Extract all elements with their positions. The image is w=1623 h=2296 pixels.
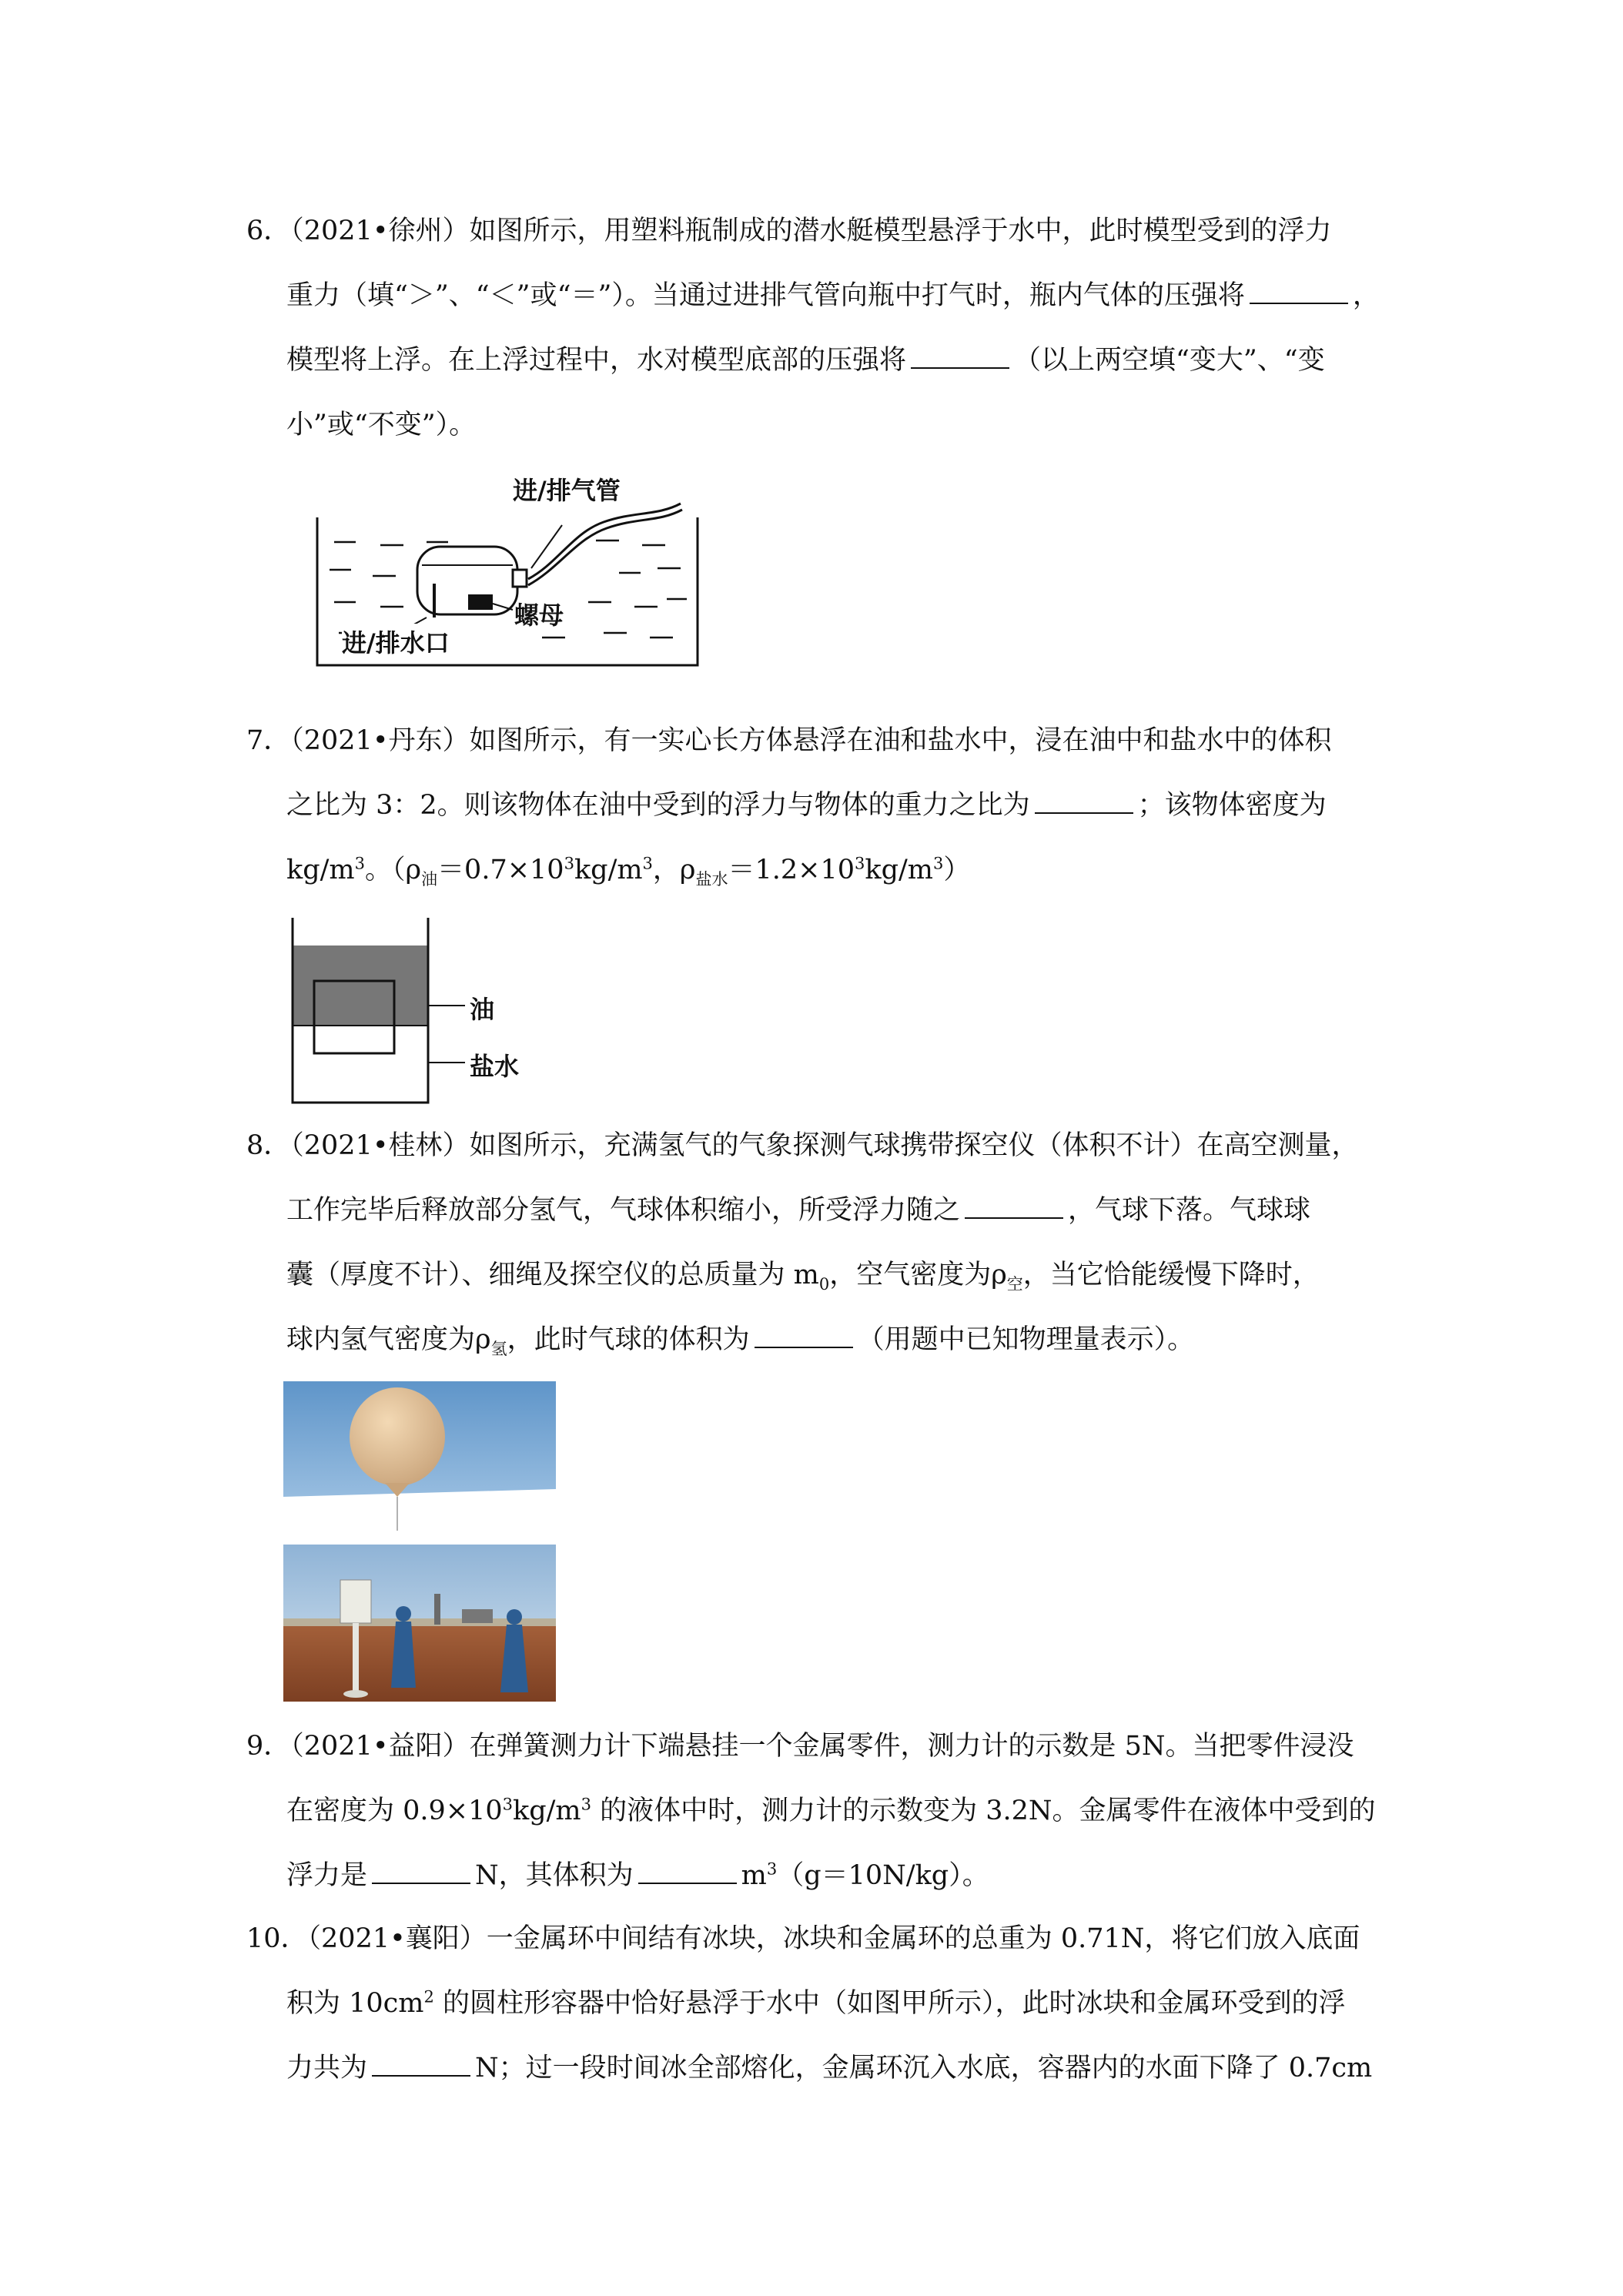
q10-line-1: 10．（2021•襄阳）一金属环中间结有冰块，冰块和金属环的总重为 0.71N，将它们放入底面	[246, 1923, 1360, 1954]
q7-line-2: 之比为 3：2。则该物体在油中受到的浮力与物体的重力之比为 ；该物体密度为	[286, 790, 1327, 821]
q8-line-2: 工作完毕后释放部分氢气，气球体积缩小，所受浮力随之 ，气球下落。气球球	[286, 1195, 1311, 1226]
oil-brine-diagram	[286, 913, 533, 1109]
q6-line-2: 重力（填“＞”、“＜”或“＝”）。当通过进排气管向瓶中打气时，瓶内气体的压强将 ，	[286, 280, 1380, 311]
balloon-photo-image	[283, 1381, 556, 1531]
q6-line-4: 小”或“不变”）。	[286, 410, 477, 440]
answer-blank[interactable]	[372, 2052, 470, 2077]
q9-line-2: 在密度为 $0.9\times 10^3kg/m^3$ 的液体中时，测力计的示数变为 3.2N。金属零件在液体中受到的	[286, 1795, 1376, 1826]
q8-line-1: 8．（2021•桂林）如图所示，充满氢气的气象探测气球携带探空仪（体积不计）在高空测量，	[246, 1130, 1359, 1161]
answer-blank[interactable]	[638, 1859, 737, 1884]
answer-blank[interactable]	[1250, 279, 1348, 304]
question-9	[246, 1714, 1386, 1908]
q6-line-1: 6．（2021•徐州）如图所示，用塑料瓶制成的潜水艇模型悬浮于水中，此时模型受到的浮力	[246, 216, 1332, 246]
launch-photo-image	[283, 1545, 556, 1702]
q10-line-3: 力共为 N；过一段时间冰全部熔化，金属环沉入水底，容器内的水面下降了 0.7cm	[286, 2053, 1373, 2083]
question-10	[246, 1906, 1386, 2100]
submarine-diagram	[311, 471, 719, 673]
q9-line-3: 浮力是 N，其体积为 $m^3(g=10N/kg)$。	[286, 1859, 989, 1891]
q7-line-3: $kg/m^3$。（$\rho_油=0.7\times 10^3kg/m^3$，$\rho_{盐水}=1.2\times 10^3kg/m^3$）	[286, 854, 971, 889]
pipe-label: 进/排气管	[513, 476, 621, 505]
oil-label: 油	[470, 995, 495, 1024]
q10-line-2: 积为 $10cm^2$ 的圆柱形容器中恰好悬浮于水中（如图甲所示），此时冰块和金属环受到的浮	[286, 1987, 1346, 2019]
balloon-photo	[283, 1381, 556, 1531]
q7-line-1: 7．（2021•丹东）如图所示，有一实心长方体悬浮在油和盐水中，浸在油中和盐水中的体积	[246, 725, 1332, 756]
answer-blank[interactable]	[372, 1859, 470, 1884]
q6-line-3: 模型将上浮。在上浮过程中，水对模型底部的压强将 （以上两空填“变大”、“变	[286, 345, 1325, 376]
question-6	[246, 199, 1386, 457]
answer-blank[interactable]	[755, 1324, 853, 1348]
q9-line-1: 9．（2021•益阳）在弹簧测力计下端悬挂一个金属零件，测力计的示数是 5N。当把零件浸没	[246, 1731, 1354, 1762]
outlet-label: 进/排水口	[342, 624, 450, 659]
answer-blank[interactable]	[965, 1194, 1063, 1219]
question-8	[246, 1113, 1386, 1372]
q8-line-4: 球内氢气密度为$\rho_氢$，此时气球的体积为 （用题中已知物理量表示）。	[286, 1324, 1195, 1358]
answer-blank[interactable]	[1035, 789, 1133, 814]
q8-line-3: 囊（厚度不计）、细绳及探空仪的总质量为 $m_0$，空气密度为$\rho_空$，当它恰能缓慢下降时，	[286, 1260, 1320, 1294]
nut-label: 螺母	[514, 601, 564, 630]
answer-blank[interactable]	[911, 344, 1009, 369]
brine-label: 盐水	[470, 1052, 520, 1081]
launch-photo	[283, 1545, 556, 1702]
question-7	[246, 708, 1386, 902]
